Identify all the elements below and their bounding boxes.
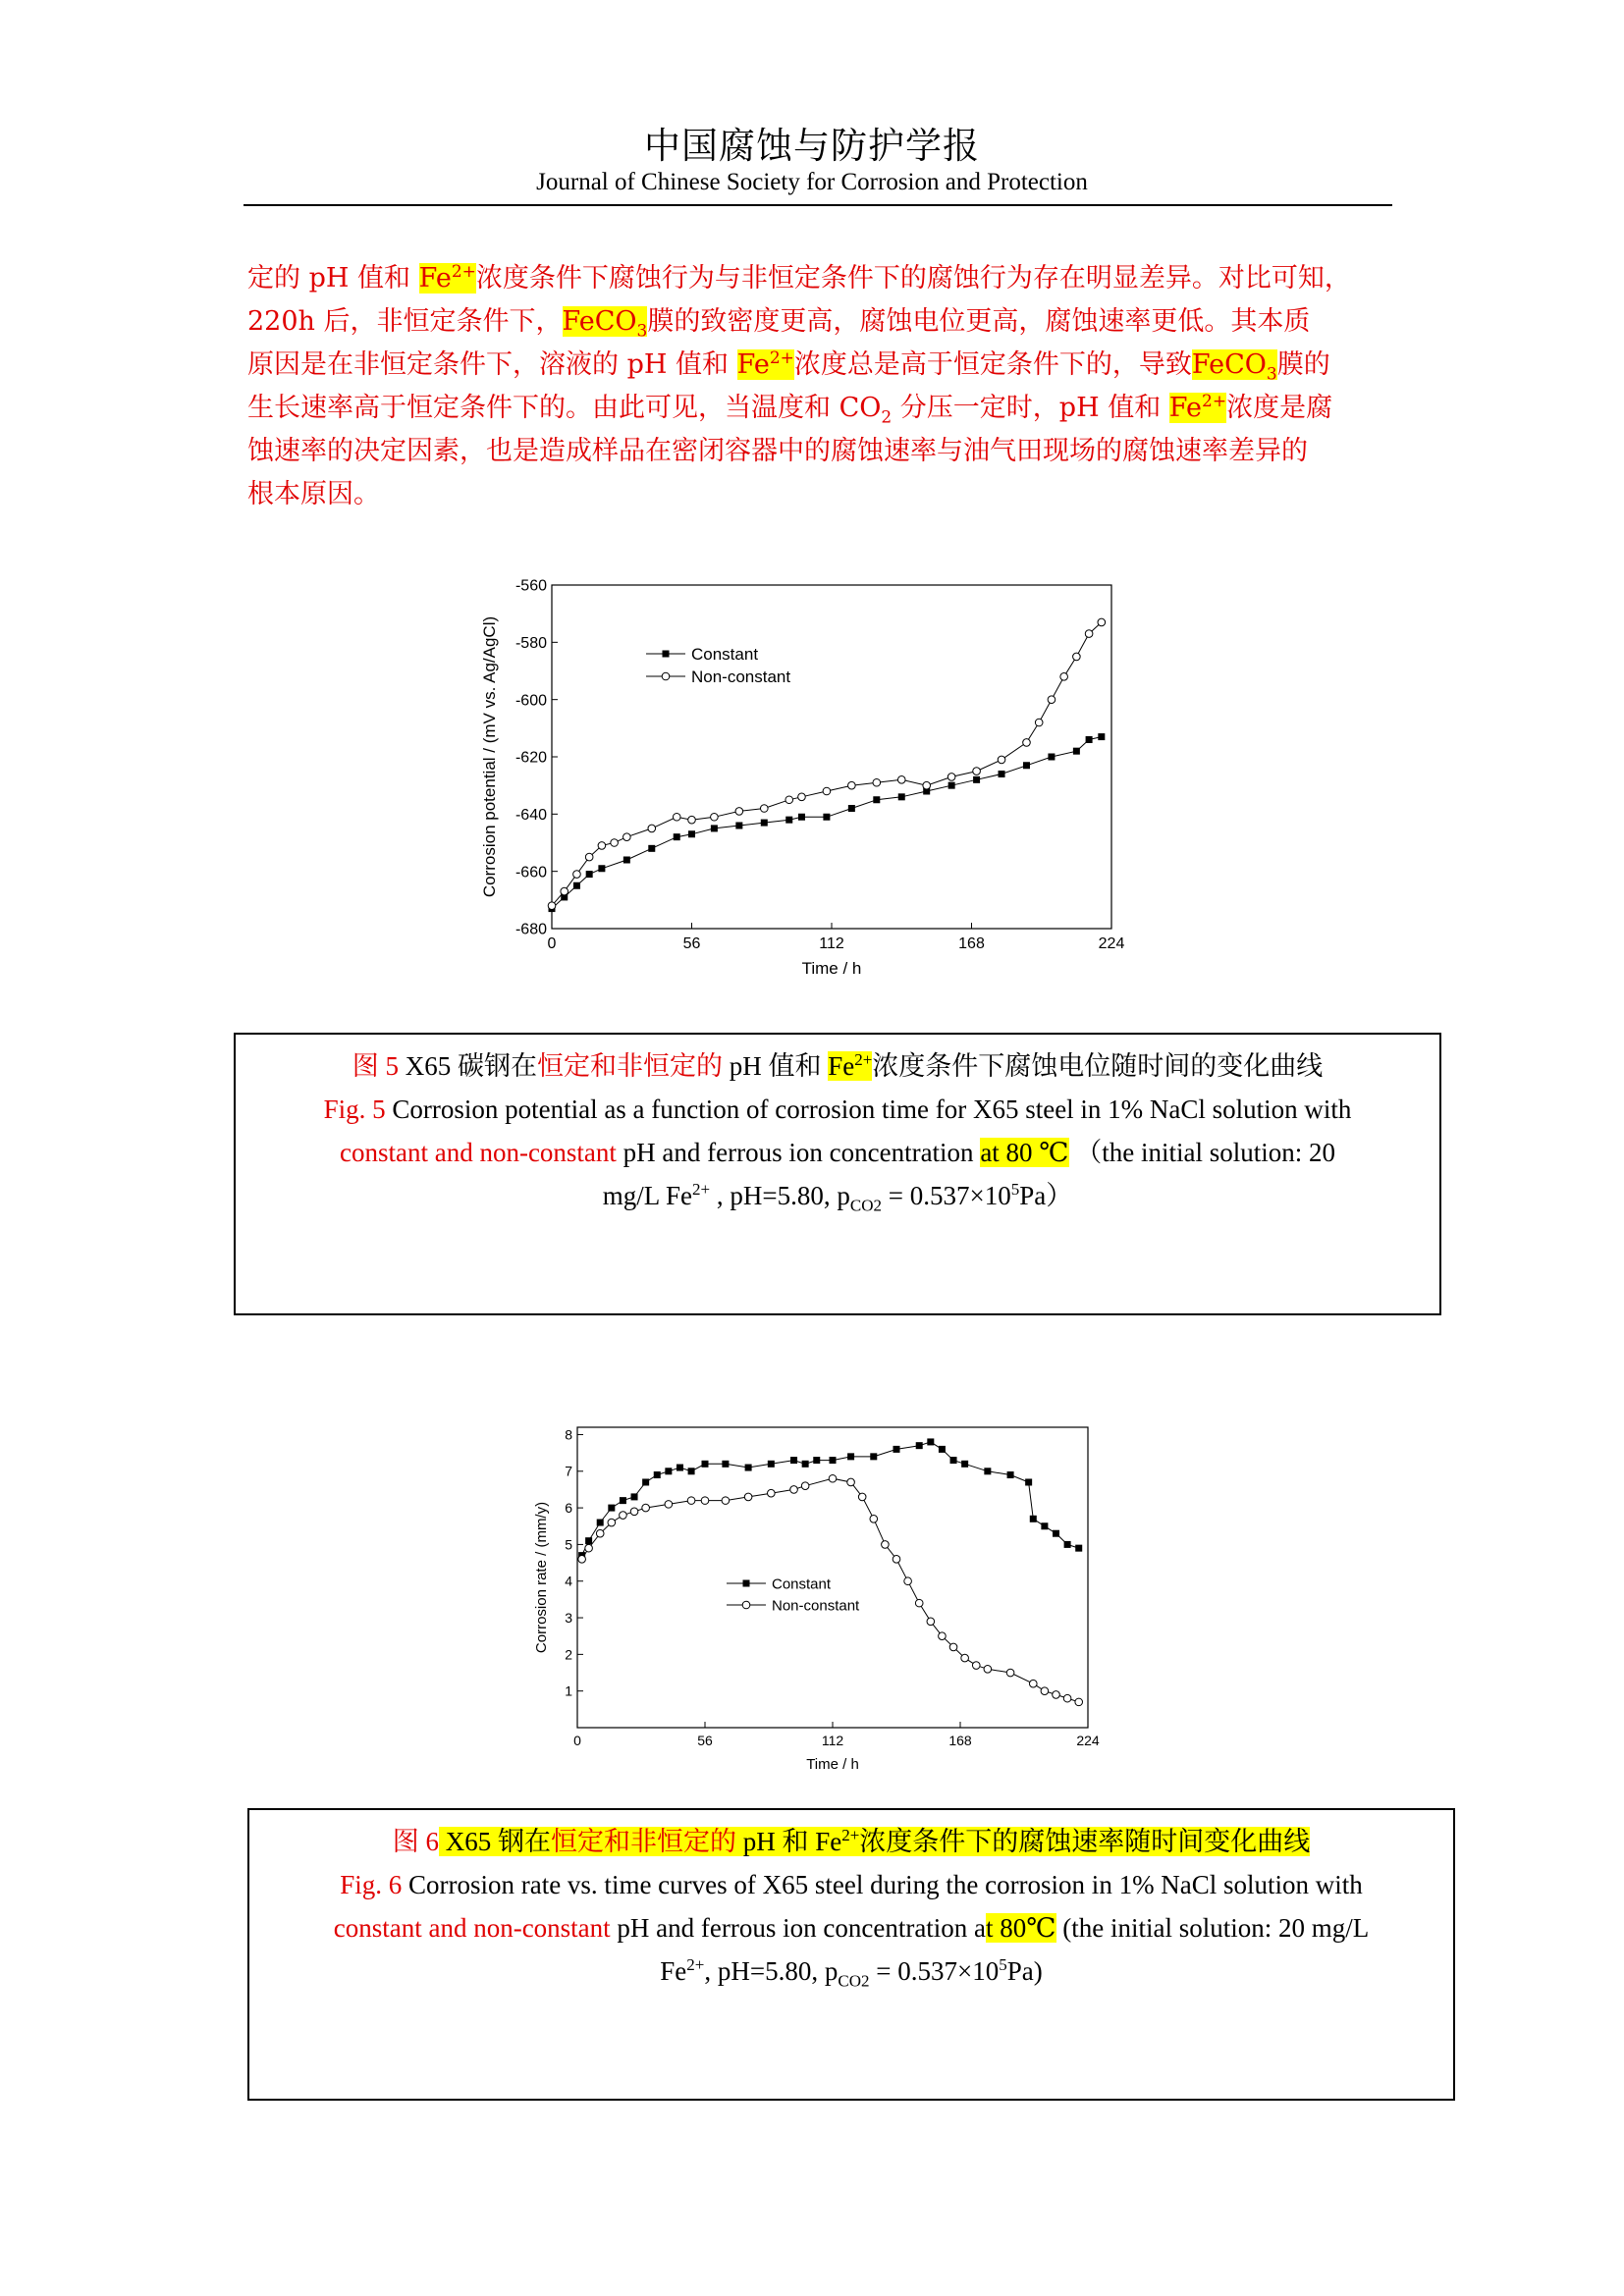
data-point-non-constant <box>598 842 606 850</box>
data-point-non-constant <box>882 1541 890 1549</box>
data-point-constant <box>1053 1530 1059 1537</box>
data-point-constant <box>702 1461 709 1468</box>
data-point-non-constant <box>923 781 931 789</box>
caption-label: 图 6 <box>392 1827 439 1856</box>
data-point-constant <box>688 1468 695 1474</box>
body-line-5: 蚀速率的决定因素，也是造成样品在密闭容器中的腐蚀速率与油气田现场的腐蚀速率差异的 <box>247 436 1308 466</box>
fig5-chart <box>471 569 1139 1001</box>
x-tick-label: 112 <box>821 1733 844 1748</box>
data-point-non-constant <box>829 1474 837 1482</box>
data-point-non-constant <box>648 825 656 832</box>
data-point-constant <box>1073 748 1080 755</box>
data-point-non-constant <box>848 781 856 789</box>
highlight-feco3 <box>1191 349 1277 385</box>
text-run: FeCO <box>1191 349 1267 380</box>
body-paragraph <box>247 257 1394 516</box>
subscript: CO2 <box>849 1196 882 1215</box>
data-point-constant <box>1048 754 1055 761</box>
data-point-constant <box>711 825 718 831</box>
data-point-non-constant <box>701 1497 709 1505</box>
data-point-constant <box>790 1457 797 1464</box>
data-point-non-constant <box>973 768 981 775</box>
data-point-constant <box>1025 1478 1032 1485</box>
data-point-non-constant <box>688 816 696 824</box>
data-point-constant <box>745 1465 752 1471</box>
text-run: Fe <box>1168 393 1203 423</box>
text-run: Corrosion rate vs. time curves of X65 steel during the corrosion in 1% NaCl solution with <box>402 1870 1363 1899</box>
data-point-non-constant <box>949 1643 957 1651</box>
data-point-non-constant <box>893 1556 900 1564</box>
text-run: , pH=5.80, p <box>704 1956 839 1986</box>
fig5-caption-en-3 <box>236 1174 1439 1217</box>
fig5-caption-en-2 <box>236 1131 1439 1174</box>
text-run: pH 值和 <box>722 1051 829 1081</box>
data-point-constant <box>608 1505 615 1512</box>
data-point-constant <box>598 865 605 872</box>
data-point-constant <box>1030 1516 1037 1522</box>
data-point-non-constant <box>947 774 955 781</box>
data-point-constant <box>961 1461 968 1468</box>
superscript: 5 <box>999 1955 1007 1974</box>
highlight-caption <box>439 1827 1310 1856</box>
superscript: 2+ <box>769 348 794 368</box>
y-tick-label: 3 <box>565 1609 572 1626</box>
data-point-constant <box>813 1457 820 1464</box>
data-point-constant <box>1075 1545 1082 1552</box>
text-run: 浓度条件下腐蚀行为与非恒定条件下的腐蚀行为存在明显差异。对比可知， <box>475 263 1351 294</box>
x-tick-label: 56 <box>697 1733 713 1748</box>
data-point-constant <box>665 1468 672 1474</box>
data-point-constant <box>631 1493 638 1500</box>
data-point-non-constant <box>801 1482 809 1490</box>
data-point-non-constant <box>642 1504 650 1512</box>
data-point-non-constant <box>623 833 631 841</box>
text-run: 定的 pH 值和 <box>247 263 419 294</box>
subscript: CO2 <box>838 1971 870 1991</box>
data-point-non-constant <box>548 902 556 910</box>
text-run: 恒定和非恒定的 <box>550 1827 736 1856</box>
text-run: pH 和 Fe <box>735 1827 842 1856</box>
data-point-non-constant <box>1053 1691 1060 1699</box>
data-point-non-constant <box>1060 673 1068 681</box>
x-tick-label: 168 <box>958 935 985 952</box>
journal-title-cn: 中国腐蚀与防护学报 <box>644 125 980 167</box>
legend-label: Non-constant <box>691 667 791 686</box>
data-point-constant <box>823 814 830 821</box>
data-point-non-constant <box>585 1544 593 1552</box>
data-point-constant <box>623 857 630 864</box>
data-point-non-constant <box>578 1556 586 1564</box>
highlight-feco3 <box>562 306 648 342</box>
data-point-constant <box>973 776 980 783</box>
data-point-non-constant <box>1006 1669 1014 1677</box>
data-point-non-constant <box>760 805 768 813</box>
data-point-non-constant <box>1035 719 1043 726</box>
y-tick-label: 1 <box>565 1682 572 1699</box>
body-line-6: 根本原因。 <box>247 479 380 509</box>
data-point-constant <box>802 1461 809 1468</box>
data-point-non-constant <box>927 1618 935 1626</box>
data-point-constant <box>722 1461 729 1468</box>
x-tick-label: 224 <box>1076 1733 1100 1748</box>
data-point-non-constant <box>984 1665 992 1673</box>
x-tick-label: 0 <box>573 1733 581 1748</box>
data-point-constant <box>573 882 580 889</box>
data-point-constant <box>950 1457 957 1464</box>
body-line-2 <box>247 300 1394 344</box>
text-run: 浓度是腐 <box>1226 393 1333 423</box>
data-point-constant <box>1086 736 1093 743</box>
y-tick-label: -680 <box>514 921 547 938</box>
legend-marker-non-constant <box>742 1601 750 1609</box>
data-point-constant <box>586 871 593 878</box>
text-run: X65 碳钢在 <box>398 1051 537 1081</box>
legend-label: Constant <box>772 1575 832 1593</box>
text-run: 220h 后，非恒定条件下， <box>247 306 563 337</box>
data-point-constant <box>761 820 768 827</box>
text-run: 原因是在非恒定条件下，溶液的 pH 值和 <box>247 349 737 380</box>
highlight-fe <box>828 1051 872 1081</box>
data-point-non-constant <box>904 1577 912 1585</box>
caption-label: Fig. 6 <box>340 1870 403 1899</box>
superscript: 2+ <box>686 1955 705 1974</box>
text-run: X65 钢在 <box>438 1827 551 1856</box>
text-run: （the initial solution: 20 <box>1068 1138 1336 1167</box>
text-run: Fe <box>828 1051 855 1081</box>
text-run: Fe <box>736 349 770 380</box>
text-run: 分压一定时，pH 值和 <box>892 393 1169 423</box>
data-point-constant <box>916 1442 923 1449</box>
data-point-non-constant <box>1085 630 1093 638</box>
body-line-3 <box>247 344 1394 387</box>
data-point-constant <box>688 830 695 837</box>
data-point-non-constant <box>585 853 593 861</box>
data-point-constant <box>674 833 680 840</box>
x-tick-label: 168 <box>948 1733 972 1748</box>
y-tick-label: -640 <box>514 806 547 824</box>
data-point-non-constant <box>1075 1698 1083 1706</box>
plot-frame <box>552 585 1111 929</box>
y-tick-label: -560 <box>514 577 547 595</box>
x-tick-label: 56 <box>682 935 701 952</box>
data-point-non-constant <box>790 1486 798 1494</box>
y-tick-label: 4 <box>565 1573 572 1589</box>
text-run: = 0.537×10 <box>869 1956 1000 1986</box>
y-axis-label: Corrosion rate / (mm/y) <box>533 1501 550 1654</box>
data-point-non-constant <box>1073 653 1081 661</box>
fig6-caption-en-2 <box>249 1906 1453 1949</box>
text-run: pH and ferrous ion concentration <box>616 1138 981 1167</box>
x-tick-label: 224 <box>1098 935 1125 952</box>
subscript: 3 <box>636 321 648 342</box>
subscript: 3 <box>1266 364 1277 385</box>
data-point-constant <box>648 845 655 852</box>
x-axis-label: Time / h <box>801 959 862 978</box>
data-point-non-constant <box>785 796 793 804</box>
data-point-constant <box>1064 1541 1071 1548</box>
text-run: constant and non-constant <box>333 1913 611 1943</box>
data-point-constant <box>768 1461 775 1468</box>
superscript: 2+ <box>692 1180 711 1199</box>
highlight-fe <box>1169 393 1226 423</box>
y-tick-label: 7 <box>565 1463 572 1479</box>
legend-marker-non-constant <box>662 672 670 680</box>
data-point-constant <box>893 1446 900 1453</box>
data-point-non-constant <box>573 871 581 879</box>
text-run: 恒定和非恒定的 <box>536 1051 723 1081</box>
data-point-non-constant <box>673 813 680 821</box>
text-run: 生长速率高于恒定条件下的。由此可见，当温度和 CO <box>247 393 882 423</box>
fig6-caption-en-1 <box>249 1863 1453 1906</box>
data-point-constant <box>798 814 805 821</box>
data-point-non-constant <box>735 808 743 816</box>
data-point-non-constant <box>611 839 619 847</box>
data-point-non-constant <box>1023 739 1031 747</box>
data-point-constant <box>654 1471 661 1478</box>
legend-marker-constant <box>743 1580 750 1587</box>
data-point-non-constant <box>847 1478 855 1486</box>
data-point-non-constant <box>630 1508 638 1516</box>
data-point-constant <box>642 1478 649 1485</box>
fig6-chart <box>530 1412 1110 1787</box>
data-point-non-constant <box>1041 1687 1049 1695</box>
data-point-constant <box>677 1465 683 1471</box>
header-rule <box>244 204 1392 206</box>
data-point-non-constant <box>608 1519 616 1526</box>
legend-marker-constant <box>663 651 670 658</box>
text-run: (the initial solution: 20 mg/L <box>1056 1913 1370 1943</box>
superscript: 2+ <box>451 262 476 282</box>
data-point-non-constant <box>915 1599 923 1607</box>
text-run: FeCO <box>562 306 637 337</box>
data-point-non-constant <box>1098 618 1106 626</box>
highlight-temp: t 80℃ <box>986 1913 1056 1943</box>
data-point-non-constant <box>596 1529 604 1537</box>
text-run: Pa) <box>1006 1956 1043 1986</box>
data-point-non-constant <box>768 1489 776 1497</box>
series-line-constant <box>552 737 1102 909</box>
data-point-non-constant <box>823 787 831 795</box>
text-run: 膜的致密度更高，腐蚀电位更高，腐蚀速率更低。其本质 <box>647 306 1311 337</box>
fig6-caption-cn <box>249 1820 1453 1863</box>
data-point-non-constant <box>620 1512 627 1520</box>
data-point-non-constant <box>1029 1680 1037 1687</box>
data-point-constant <box>873 796 880 803</box>
x-tick-label: 112 <box>819 935 844 952</box>
data-point-constant <box>898 793 905 800</box>
data-point-non-constant <box>939 1632 947 1640</box>
data-point-constant <box>870 1453 877 1460</box>
data-point-non-constant <box>961 1654 969 1662</box>
body-line-4 <box>247 387 1394 430</box>
highlight-fe <box>737 349 794 380</box>
text-run: Fe <box>418 263 452 294</box>
data-point-non-constant <box>972 1662 980 1670</box>
caption-label: 图 5 <box>352 1051 399 1081</box>
legend-label: Non-constant <box>772 1597 860 1615</box>
data-point-non-constant <box>897 776 905 784</box>
data-point-constant <box>1098 733 1105 740</box>
data-point-constant <box>785 817 792 824</box>
y-tick-label: -600 <box>514 692 547 710</box>
data-point-constant <box>939 1446 946 1453</box>
data-point-non-constant <box>798 793 806 801</box>
data-point-constant <box>1007 1471 1014 1478</box>
data-point-constant <box>847 1453 854 1460</box>
text-run: 浓度条件下腐蚀电位随时间的变化曲线 <box>872 1051 1324 1081</box>
series-line-non-constant <box>552 622 1102 906</box>
data-point-constant <box>984 1468 991 1474</box>
superscript: 2+ <box>841 1826 860 1844</box>
x-axis-label: Time / h <box>806 1756 859 1773</box>
y-tick-label: 8 <box>565 1426 572 1443</box>
data-point-constant <box>1023 762 1030 769</box>
highlight-temp: at 80 ℃ <box>980 1138 1069 1167</box>
y-tick-label: -580 <box>514 634 547 652</box>
text-run: mg/L Fe <box>602 1181 693 1210</box>
superscript: 2+ <box>1202 392 1227 411</box>
text-run: , pH=5.80, p <box>710 1181 850 1210</box>
y-tick-label: -620 <box>514 749 547 767</box>
data-point-non-constant <box>744 1493 752 1501</box>
data-point-constant <box>927 1438 934 1445</box>
data-point-constant <box>848 805 855 812</box>
data-point-constant <box>999 771 1005 777</box>
legend-label: Constant <box>691 644 759 664</box>
text-run: 浓度条件下的腐蚀速率随时间变化曲线 <box>859 1827 1311 1856</box>
body-line-1 <box>247 257 1394 300</box>
highlight-fe <box>419 263 476 294</box>
superscript: 2+ <box>854 1050 873 1069</box>
superscript: 5 <box>1010 1180 1020 1199</box>
data-point-non-constant <box>561 887 568 895</box>
data-point-non-constant <box>858 1493 866 1501</box>
fig5-caption-box <box>234 1033 1441 1315</box>
text-run: = 0.537×10 <box>881 1181 1011 1210</box>
data-point-non-constant <box>873 778 881 786</box>
text-run: Fe <box>660 1956 687 1986</box>
data-point-non-constant <box>687 1497 695 1505</box>
text-run: 膜的 <box>1276 349 1330 380</box>
y-tick-label: -660 <box>514 864 547 881</box>
y-tick-label: 6 <box>565 1499 572 1516</box>
data-point-constant <box>1041 1522 1048 1529</box>
fig6-caption-en-3 <box>249 1949 1453 1993</box>
text-run: Pa） <box>1019 1181 1073 1210</box>
data-point-constant <box>735 823 742 829</box>
y-tick-label: 2 <box>565 1646 572 1663</box>
fig6-caption-box <box>247 1808 1455 2101</box>
data-point-constant <box>620 1497 626 1504</box>
fig5-caption-en-1 <box>236 1088 1439 1131</box>
data-point-non-constant <box>1063 1694 1071 1702</box>
data-point-constant <box>830 1457 837 1464</box>
data-point-non-constant <box>870 1515 878 1522</box>
data-point-non-constant <box>665 1501 673 1509</box>
text-run: 浓度总是高于恒定条件下的，导致 <box>793 349 1192 380</box>
data-point-constant <box>585 1537 592 1544</box>
data-point-non-constant <box>1048 696 1056 704</box>
journal-title-en: Journal of Chinese Society for Corrosion and Protection <box>536 169 1088 195</box>
data-point-non-constant <box>998 756 1005 764</box>
fig5-caption-cn <box>236 1044 1439 1088</box>
data-point-non-constant <box>711 813 719 821</box>
data-point-constant <box>597 1520 604 1526</box>
x-tick-label: 0 <box>547 935 557 952</box>
text-run: Corrosion potential as a function of corrosion time for X65 steel in 1% NaCl solution with <box>385 1095 1352 1124</box>
data-point-constant <box>948 782 955 789</box>
text-run: pH and ferrous ion concentration a <box>610 1913 987 1943</box>
y-axis-label: Corrosion potential / (mV vs. Ag/AgCl) <box>480 615 499 898</box>
y-tick-label: 5 <box>565 1536 572 1553</box>
text-run: constant and non-constant <box>339 1138 617 1167</box>
subscript: 2 <box>881 407 893 428</box>
caption-label: Fig. 5 <box>323 1095 386 1124</box>
data-point-non-constant <box>722 1497 730 1505</box>
